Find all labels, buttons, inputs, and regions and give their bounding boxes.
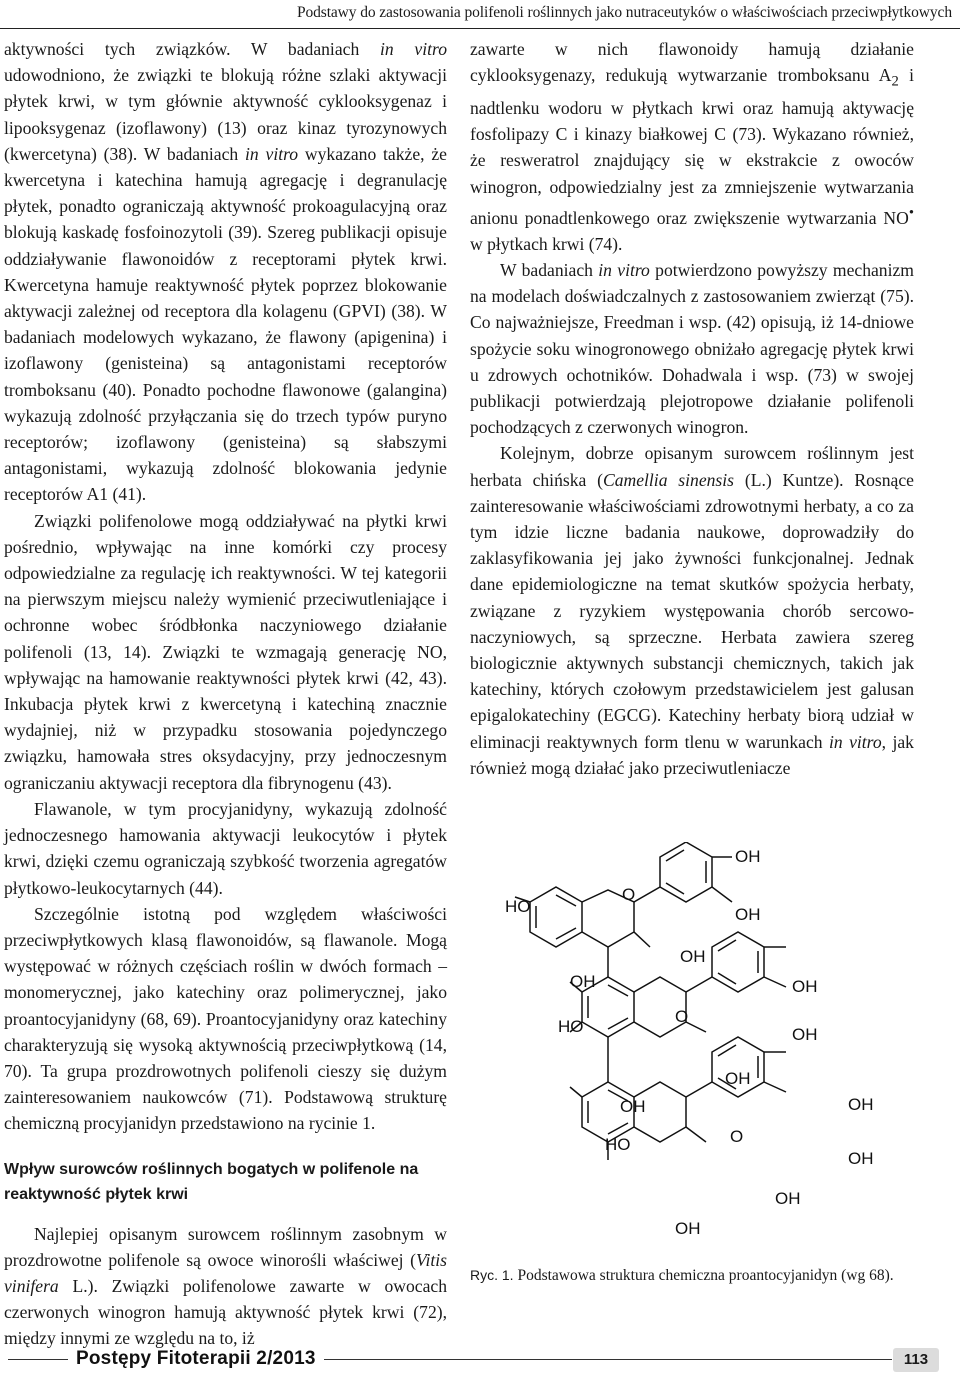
right-paragraph-2 bbox=[470, 257, 914, 440]
right-paragraph-3 bbox=[470, 440, 914, 781]
figure-proanthocyanidin-structure bbox=[470, 842, 920, 1262]
atom-oh: OH bbox=[792, 1025, 818, 1044]
left-paragraph-1 bbox=[4, 36, 447, 508]
text-run: aktywności tych związków. W badaniach bbox=[4, 39, 380, 59]
running-title: Podstawy do zastosowania polifenoli roślinnych jako nutraceutyków o właściwościach przeciwpłytkowych bbox=[296, 4, 952, 21]
text-run: Najlepiej opisanym surowcem roślinnym zasobnym w prozdrowotne polifenole są owoce winorośli właściwej ( bbox=[4, 1223, 447, 1270]
atom-oh: OH bbox=[725, 1069, 751, 1088]
page-number: 113 bbox=[893, 1348, 939, 1372]
atom-ho: HO bbox=[605, 1135, 631, 1154]
italic-term: in vitro bbox=[379, 39, 447, 59]
section-heading: Wpływ surowców roślinnych bogatych w polifenole na reaktywność płytek krwi bbox=[4, 1160, 419, 1203]
caption-text: Podstawowa struktura chemiczna proantocyjanidyn (wg 68). bbox=[513, 1267, 894, 1284]
subscript: 2 bbox=[891, 73, 899, 90]
text-run: L.). Związki polifenolowe zawarte w owocach czerwonych winogron hamują aktywność płytek krwi (72), między innymi ze względu na to, iż bbox=[4, 1275, 447, 1349]
italic-term: in vitro bbox=[598, 260, 650, 280]
caption-label: Ryc. 1. bbox=[470, 1267, 514, 1283]
figure-caption bbox=[470, 1266, 914, 1285]
bond-lines bbox=[515, 842, 786, 1160]
left-paragraph-3: Flawanole, w tym procyjanidyny, wykazują zdolność jednoczesnego hamowania aktywacji leukocytów i płytek krwi, dzięki czemu ograniczają szybkość tworzenia agregatów płytkowo-leukocytarnych (44). bbox=[4, 798, 447, 898]
atom-oh: OH bbox=[570, 972, 596, 991]
text-run: i nadtlenku wodoru w płytkach krwi oraz hamują aktywację fosfolipazy C i kinazy białkowej C (73). Wykazano również, że resweratrol znajdujący się w ekstrakcie z owoców winogron, odpowiedzialny jest za zmniejszenie wytwarzania anionu ponadtlenkowego oraz zwiększenie wytwarzania NO bbox=[470, 65, 914, 228]
text-run: udowodniono, że związki te blokują różne szlaki aktywacji płytek krwi, w tym głównie aktywność cyklooksygenaz i lipooksygenaz (izoflawony) (13) oraz kinaz tyrozynowych (kwercetyna) (38). W badaniach bbox=[4, 65, 447, 164]
atom-o: O bbox=[675, 1007, 689, 1026]
atom-ho: HO bbox=[558, 1017, 584, 1036]
left-column bbox=[4, 36, 447, 1352]
text-run: zawarte w nich flawonoidy hamują działanie cyklooksygenazy, redukują wytwarzanie tromboksanu A bbox=[470, 39, 914, 86]
italic-term: Vitis vinifera bbox=[4, 1249, 447, 1296]
superscript: • bbox=[908, 204, 914, 221]
right-column bbox=[470, 36, 914, 781]
italic-term: in vitro bbox=[245, 143, 299, 164]
running-header bbox=[0, 4, 952, 22]
italic-term: in vitro bbox=[828, 731, 882, 752]
atom-oh: OH bbox=[775, 1189, 801, 1208]
left-paragraph-5 bbox=[4, 1221, 447, 1352]
atom-oh: OH bbox=[620, 1097, 646, 1116]
footer-rule-left bbox=[8, 1359, 68, 1360]
atom-ho: HO bbox=[505, 897, 531, 916]
atom-oh: OH bbox=[792, 977, 818, 996]
text-run: (L.) Kuntze). Rosnące zainteresowanie właściwościami zdrowotnymi herbaty, a co za tym idzie liczne badania naukowe, doprowadziły do zaklasyfikowania jej jako żywności funkcjonalnej. Jednak dane epidemiologiczne na temat skutków spożycia herbaty, związane z ryzykiem występowania chorób sercowo-naczyniowych, są sprzeczne. Herbata zawiera szereg biologicznie aktywnych substancji chemicznych, takich jak katechiny, których czołowym przedstawicielem jest galusan epigalokatechiny (EGCG). Katechiny herbaty biorą udział w eliminacji reaktywnych form tlenu w warunkach bbox=[470, 469, 914, 752]
atom-o: O bbox=[622, 885, 636, 904]
italic-term: Camellia sinensis bbox=[602, 469, 735, 490]
footer-rule-right bbox=[320, 1359, 892, 1360]
structure-diagram bbox=[470, 842, 920, 1262]
atom-labels bbox=[505, 847, 874, 1238]
text-run: potwierdzono powyższy mechanizm na modelach doświadczalnych z zastosowaniem zwierząt (75). Co najważniejsze, Freedman i wsp. (42) opisują, iż 14-dniowe spożycie soku winogronowego obniżało agregację płytek krwi u zdrowych ochotników. Dohadwala i wsp. (73) w swojej publikacji potwierdzają plejotropowe działanie polifenoli pochodzących z czerwonych winogron. bbox=[470, 260, 914, 438]
atom-oh: OH bbox=[848, 1095, 874, 1114]
text-run: wykazano także, że kwercetyna i katechina hamują agregację i degranulację płytek, ponadto ograniczają aktywność prokoagulacyjną oraz blokują kaskadę fosfoinozytoli (39). Szereg publikacji opisuje oddziaływanie flawonoidów z receptorami płytek krwi. Kwercetyna hamuje reaktywność płytek poprzez blokowanie aktywacji zależnej od receptora dla kolagenu (GPVI) (38). W badaniach modelowych wykazano, że flawony (apigenina) i izoflawony (genisteina) są antagonistami receptorów tromboksanu (40). Ponadto pochodne flawonowe (galangina) wykazują zdolność przyłączania się do trzech typów puryno receptorów; izoflawony (genisteina) są słabszymi antagonistami, wykazują zdolność blokowania jedynie receptorów A1 (41). bbox=[4, 143, 447, 505]
left-paragraph-4: Szczególnie istotną pod względem właściwości przeciwpłytkowych klasą flawonoidów, są flawanole. Mogą występować w różnych częściach roślin w dwóch formach – monomerycznej, jako katechiny oraz polimerycznej, jako proantocyjanidyny (68, 69). Proantocyjanidyny oraz katechiny charakteryzują się wysoką aktywnością przeciwpłytkową (14, 70). Ta grupa prozdrowotnych polifenoli cieszy się dużym zainteresowaniem naukowców (71). Podstawową strukturę chemiczną procyjanidyn przedstawiono na rycinie 1. bbox=[4, 903, 447, 1134]
right-paragraph-1 bbox=[470, 36, 914, 257]
atom-oh: OH bbox=[675, 1219, 701, 1238]
text-run: , jak również mogą działać jako przeciwutleniacze bbox=[470, 731, 914, 778]
atom-oh: OH bbox=[680, 947, 706, 966]
atom-oh: OH bbox=[735, 847, 761, 866]
left-paragraph-2: Związki polifenolowe mogą oddziaływać na płytki krwi pośrednio, wpływając na inne komórki czy procesy odpowiedzialne za regulację ich reaktywności. W tej kategorii na pierwszym miejscu należy wymienić przeciwutleniające i ochronne wobec śródbłonka naczyniowego działanie polifenoli (13, 14). Związki te wzmagają generację NO, wpływając na hamowanie reaktywności płytek krwi (42, 43). Inkubacja płytek krwi z kwercetyną i katechiną znacznie wydajniej, niż w przypadku stosowania pojedynczego związku, hamowała stres oksydacyjny, przy jednoczesnym ograniczaniu aktywacji receptora dla fibrynogenu (43). bbox=[4, 510, 447, 793]
atom-oh: OH bbox=[735, 905, 761, 924]
header-rule bbox=[0, 28, 960, 29]
journal-name: Postępy Fitoterapii 2/2013 bbox=[68, 1348, 324, 1370]
atom-oh: OH bbox=[848, 1149, 874, 1168]
text-run: W badaniach bbox=[500, 260, 599, 280]
atom-o: O bbox=[730, 1127, 744, 1146]
text-run: Kolejnym, dobrze opisanym surowcem roślinnym jest herbata chińska ( bbox=[470, 443, 914, 490]
text-run: w płytkach krwi (74). bbox=[470, 233, 623, 254]
